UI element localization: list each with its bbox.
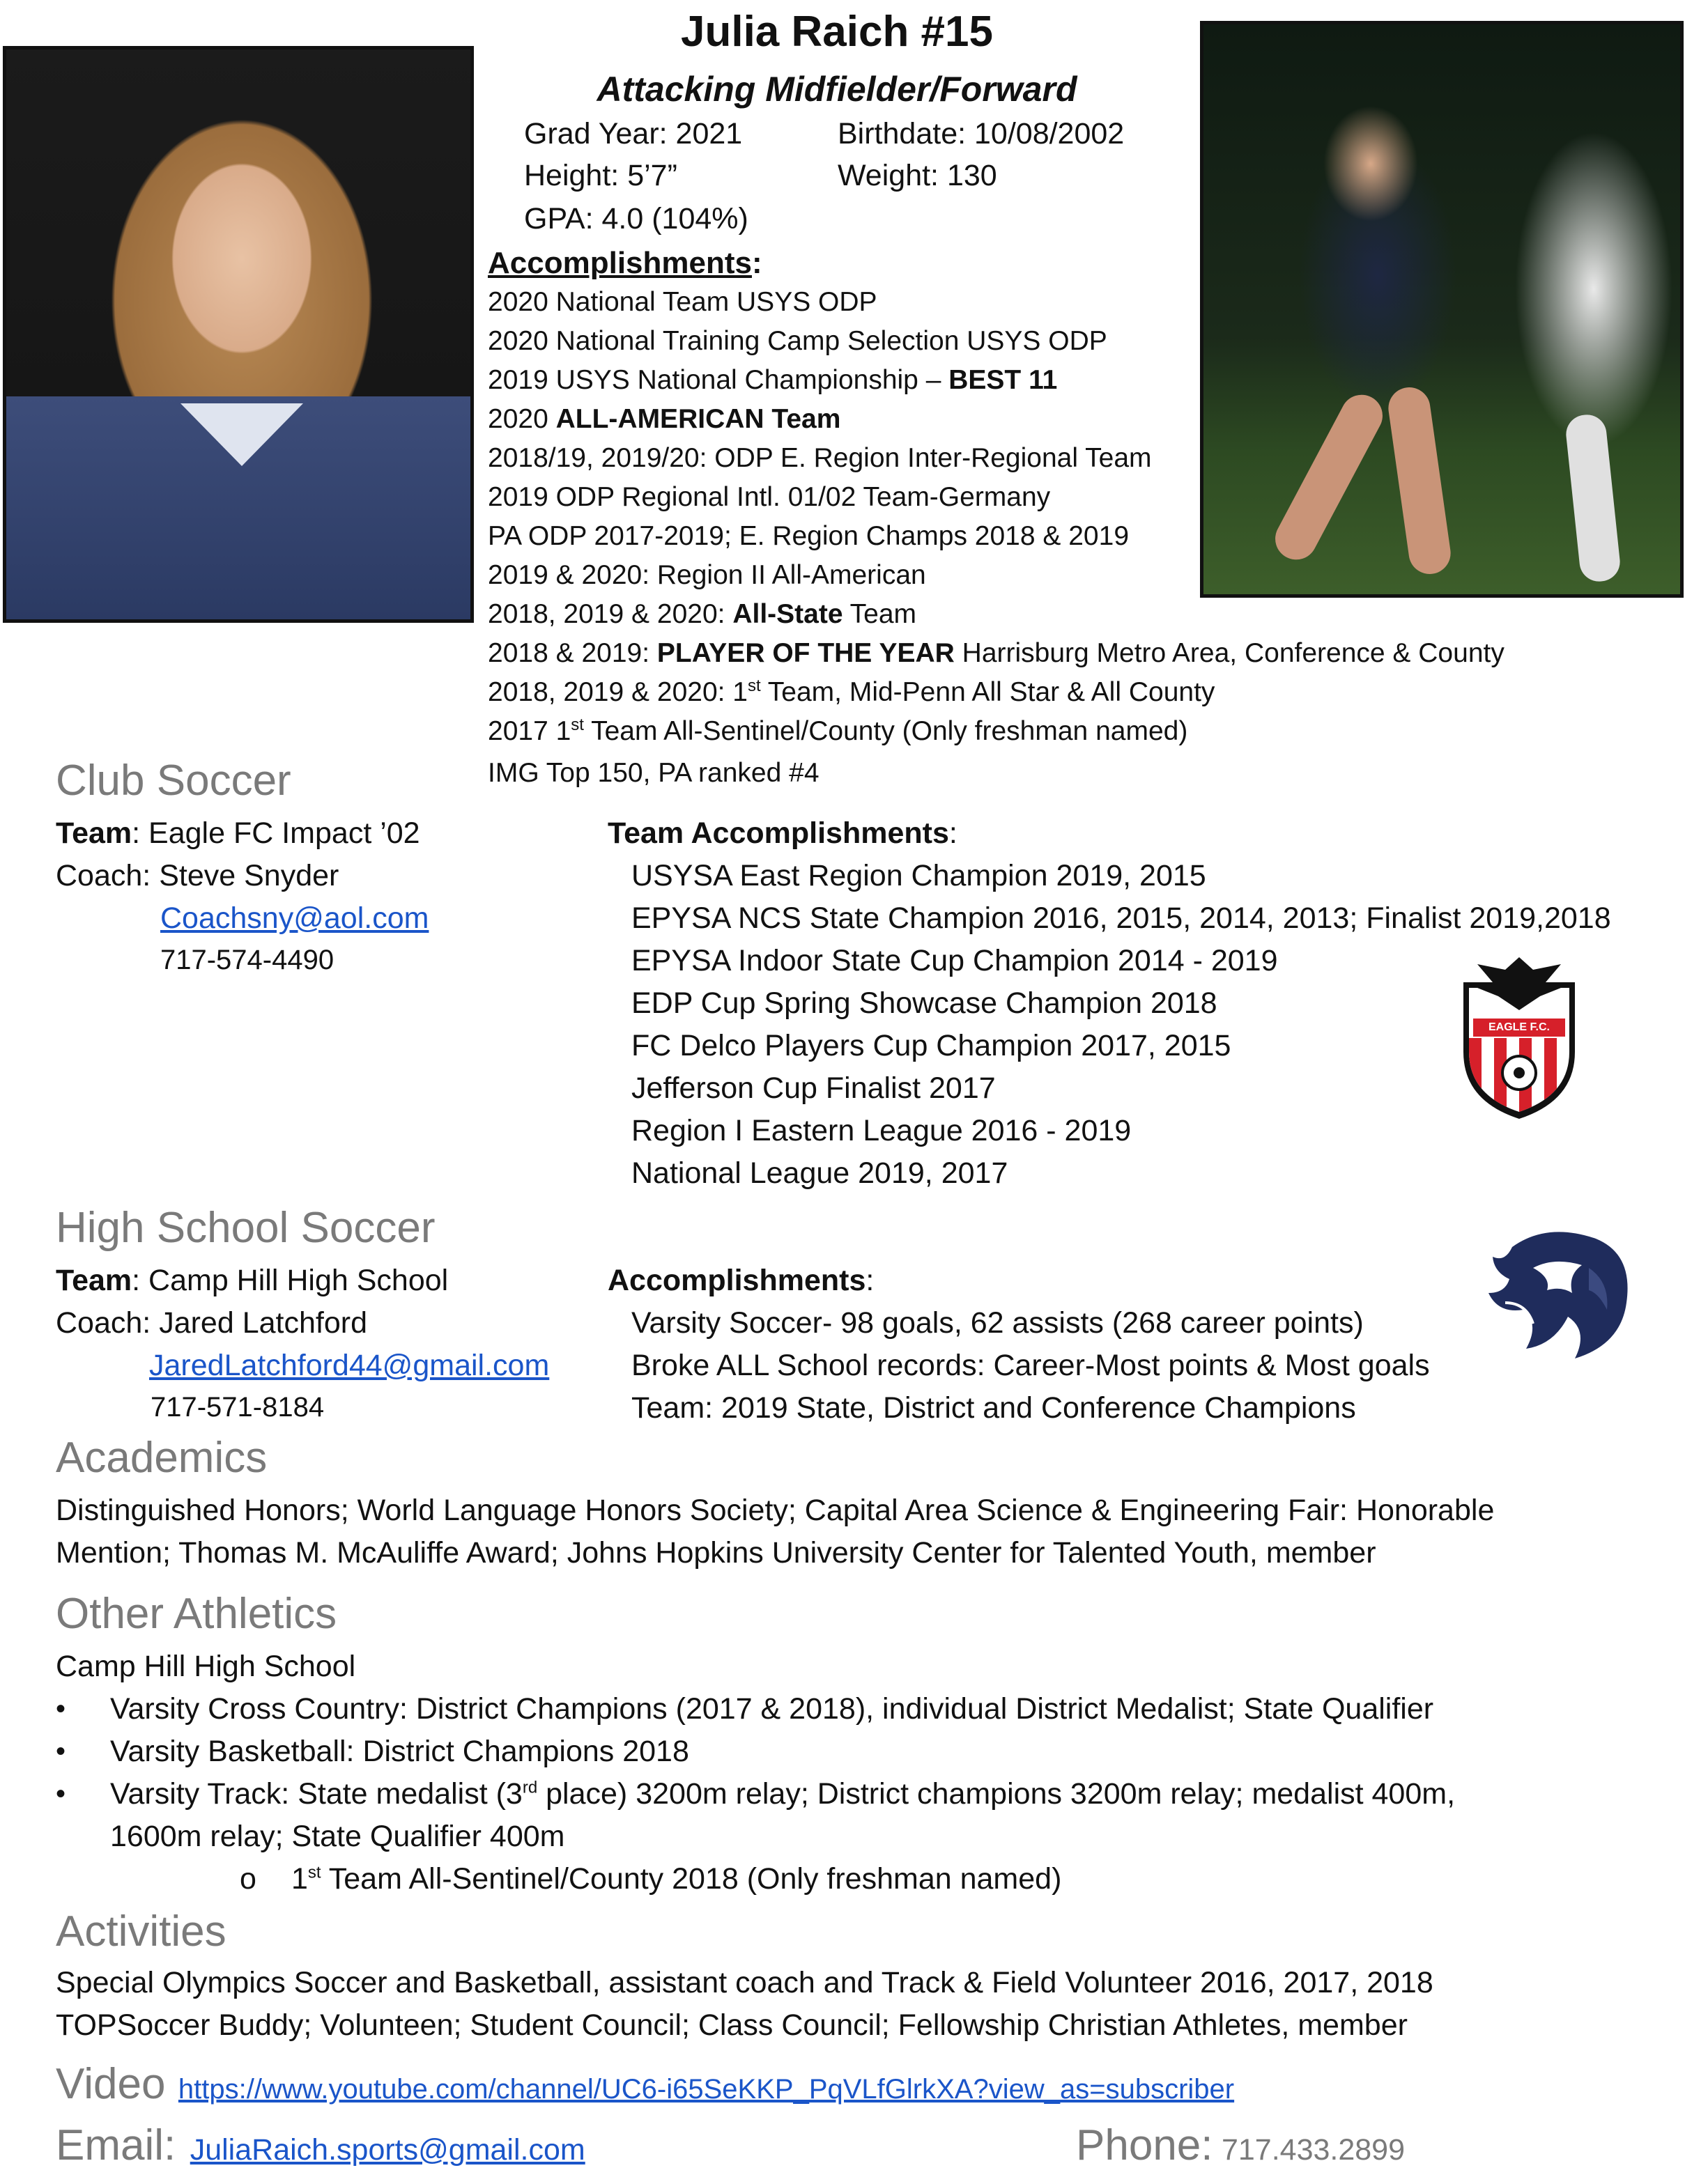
video-label: Video	[56, 2060, 166, 2108]
list-item: USYSA East Region Champion 2019, 2015	[631, 859, 1206, 892]
eagle-fc-logo-text: EAGLE F.C.	[1488, 1021, 1550, 1033]
hs-coach-email-link[interactable]: JaredLatchford44@gmail.com	[149, 1349, 550, 1382]
list-item: 2020 ALL-AMERICAN Team	[488, 404, 841, 434]
activities-line: TOPSoccer Buddy; Volunteen; Student Council; Class Council; Fellowship Christian Athletes, member	[56, 2008, 1408, 2042]
other-athletics-heading: Other Athletics	[56, 1590, 337, 1638]
list-item: 2018, 2019 & 2020: All-State Team	[488, 599, 917, 629]
list-item: 2018, 2019 & 2020: 1st Team, Mid-Penn All Star & All County	[488, 676, 1215, 707]
list-item: FC Delco Players Cup Champion 2017, 2015	[631, 1029, 1231, 1062]
hs-accomplishments-heading: Accomplishments:	[608, 1264, 875, 1297]
list-item: 2019 USYS National Championship – BEST 11	[488, 365, 1058, 395]
phone-number: 717.433.2899	[1221, 2133, 1406, 2167]
email-row	[56, 2118, 585, 2178]
list-item: EPYSA NCS State Champion 2016, 2015, 2014, 2013; Finalist 2019,2018	[631, 901, 1611, 935]
list-item: • Varsity Track: State medalist (3rd place) 3200m relay; District champions 3200m relay; medalist 400m, 1600m relay; State Qualifier 400m	[56, 1773, 1455, 1858]
club-coach: Coach: Steve Snyder	[56, 859, 339, 892]
list-item: Team: 2019 State, District and Conference Champions	[631, 1391, 1356, 1425]
list-item: 2019 & 2020: Region II All-American	[488, 560, 926, 590]
list-item: Region I Eastern League 2016 - 2019	[631, 1114, 1132, 1147]
club-team: Team: Eagle FC Impact ’02	[56, 816, 420, 850]
eagle-fc-logo	[1456, 954, 1582, 1122]
list-item: • Varsity Cross Country: District Champions (2017 & 2018), individual District Medalist; State Qualifier	[56, 1688, 1455, 1730]
video-link[interactable]: https://www.youtube.com/channel/UC6-i65SeKKP_PqVLfGlrkXA?view_as=subscriber	[178, 2074, 1235, 2105]
accomplishments-colon: :	[751, 246, 762, 280]
accomplishments-label: Accomplishments	[488, 246, 752, 280]
activities-line: Special Olympics Soccer and Basketball, assistant coach and Track & Field Volunteer 2016, 2017, 2018	[56, 1966, 1433, 1999]
circle-bullet-icon: o	[240, 1862, 256, 1896]
email-label: Email:	[56, 2121, 176, 2169]
academics-line: Mention; Thomas M. McAuliffe Award; Johns Hopkins University Center for Talented Youth, member	[56, 1536, 1376, 1570]
list-item: • Varsity Basketball: District Champions 2018	[56, 1730, 1455, 1773]
video-row	[56, 2057, 1234, 2117]
list-item: 2019 ODP Regional Intl. 01/02 Team-Germany	[488, 482, 1051, 512]
accomplishments-heading	[488, 242, 762, 284]
lion-logo	[1484, 1226, 1638, 1365]
club-coach-email-link[interactable]: Coachsny@aol.com	[160, 901, 429, 935]
hs-accomplishments-list	[631, 1302, 1430, 1430]
grad-year: Grad Year: 2021	[524, 117, 743, 150]
academics-heading: Academics	[56, 1434, 268, 1482]
activities-heading: Activities	[56, 1907, 226, 1955]
hs-coach: Coach: Jared Latchford	[56, 1306, 367, 1340]
player-position: Attacking Midfielder/Forward	[597, 70, 1077, 109]
headshot-photo	[3, 46, 474, 623]
list-item: 2017 1st Team All-Sentinel/County (Only freshman named)	[488, 715, 1188, 746]
athletics-bullet-list	[56, 1688, 1455, 1858]
list-item: 2018 & 2019: PLAYER OF THE YEAR Harrisburg Metro Area, Conference & County	[488, 638, 1505, 668]
phone-label: Phone:	[1076, 2121, 1213, 2169]
club-coach-phone: 717-574-4490	[160, 945, 334, 975]
player-name: Julia Raich #15	[680, 8, 994, 56]
hs-coach-phone: 717-571-8184	[151, 1392, 325, 1423]
email-link[interactable]: JuliaRaich.sports@gmail.com	[190, 2133, 585, 2167]
list-item: 2020 National Training Camp Selection USYS ODP	[488, 326, 1107, 356]
leg-shape	[1564, 413, 1622, 584]
athletics-sub-bullet: o 1st Team All-Sentinel/County 2018 (Only freshman named)	[240, 1858, 1061, 1900]
accomplishments-list	[488, 283, 1505, 793]
gpa: GPA: 4.0 (104%)	[524, 202, 748, 235]
list-item: Jefferson Cup Finalist 2017	[631, 1071, 996, 1105]
height: Height: 5’7”	[524, 159, 677, 192]
list-item: Broke ALL School records: Career-Most points & Most goals	[631, 1349, 1430, 1382]
list-item: IMG Top 150, PA ranked #4	[488, 758, 820, 788]
list-item: National League 2019, 2017	[631, 1156, 1008, 1190]
weight: Weight: 130	[838, 159, 997, 192]
team-accomplishments-heading: Team Accomplishments:	[608, 816, 957, 850]
list-item: Varsity Soccer- 98 goals, 62 assists (268 career points)	[631, 1306, 1364, 1340]
birthdate: Birthdate: 10/08/2002	[838, 117, 1125, 150]
high-school-soccer-heading: High School Soccer	[56, 1204, 436, 1252]
phone-row	[1076, 2118, 1405, 2178]
list-item: EDP Cup Spring Showcase Champion 2018	[631, 986, 1217, 1020]
list-item: 2018/19, 2019/20: ODP E. Region Inter-Regional Team	[488, 443, 1152, 473]
list-item: PA ODP 2017-2019; E. Region Champs 2018 & 2019	[488, 521, 1130, 551]
club-soccer-heading: Club Soccer	[56, 757, 291, 805]
hs-team: Team: Camp Hill High School	[56, 1264, 449, 1297]
athletics-school: Camp Hill High School	[56, 1650, 356, 1683]
list-item: 2020 National Team USYS ODP	[488, 287, 877, 317]
list-item: EPYSA Indoor State Cup Champion 2014 - 2019	[631, 944, 1278, 977]
academics-line: Distinguished Honors; World Language Honors Society; Capital Area Science & Engineering Fair: Honorable	[56, 1494, 1495, 1527]
